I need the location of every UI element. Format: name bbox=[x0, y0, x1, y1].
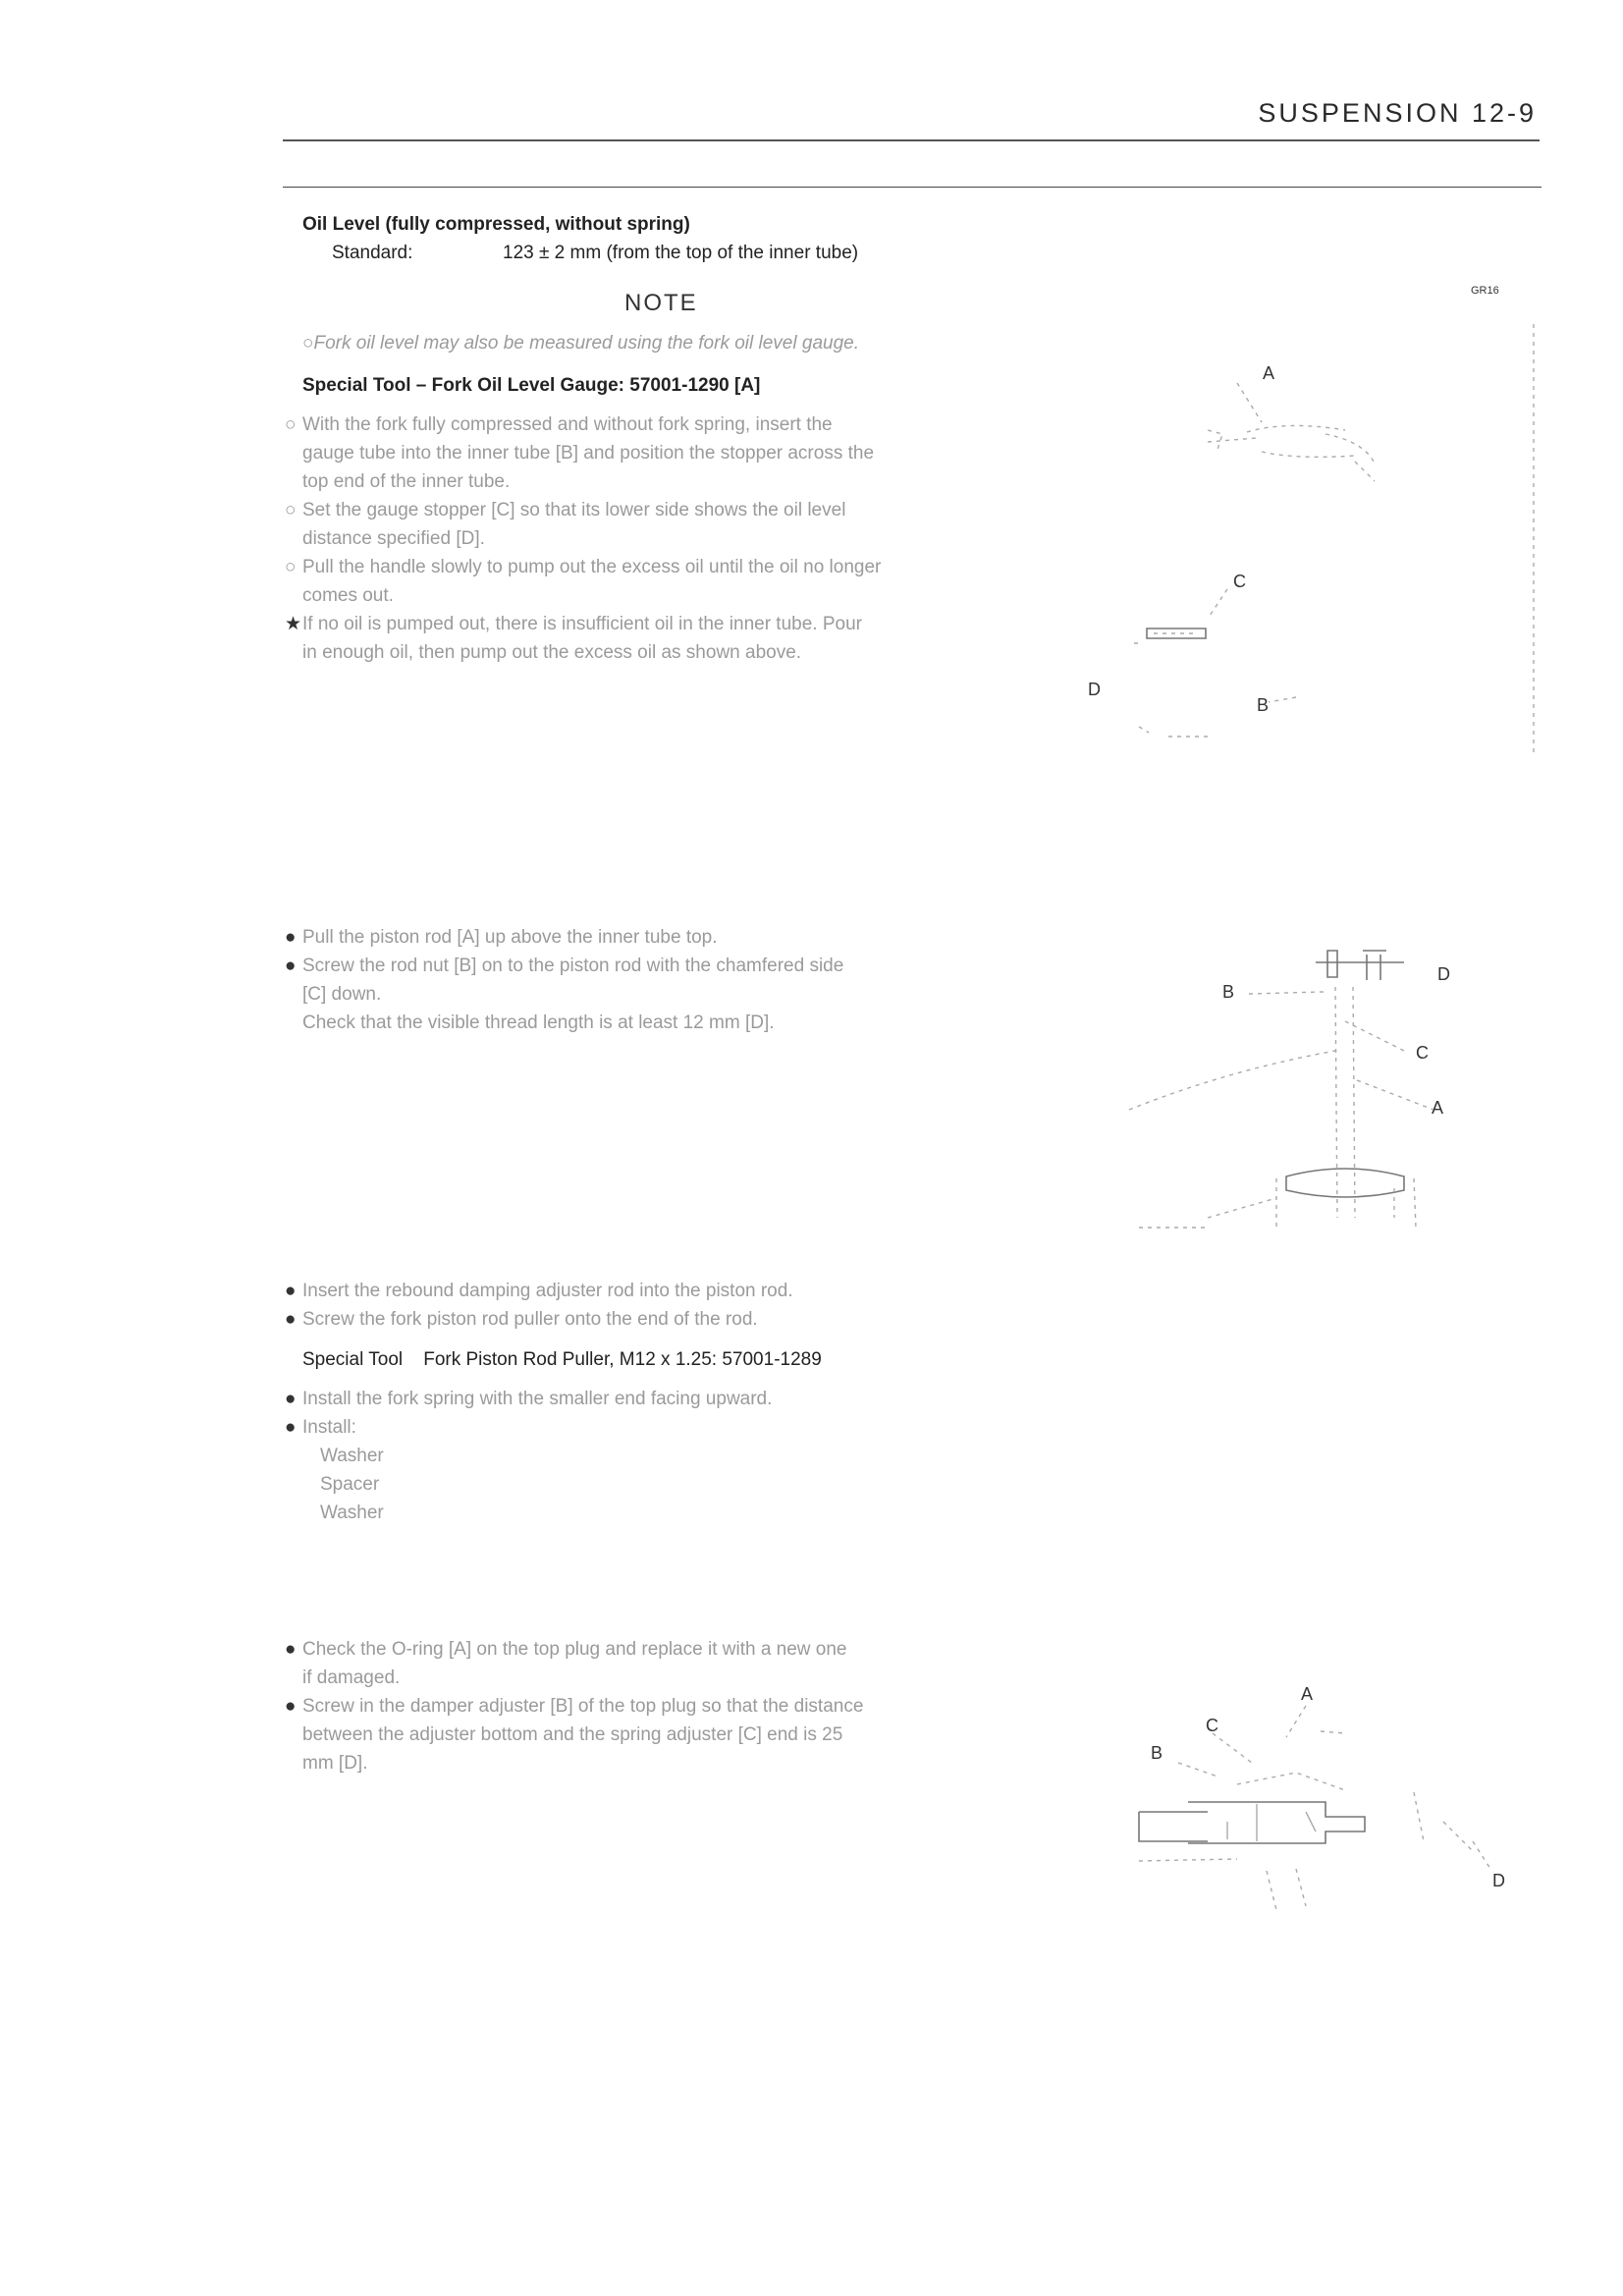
step-line: in enough oil, then pump out the excess oil as shown above. bbox=[302, 642, 802, 663]
step-check-thread bbox=[285, 1009, 1031, 1037]
header-rule bbox=[283, 139, 1540, 141]
section3-steps2 bbox=[285, 1385, 1031, 1527]
figure1-label-c: C bbox=[1233, 572, 1246, 591]
figure2-label-d: D bbox=[1437, 964, 1450, 984]
install-item-washer: Washer bbox=[320, 1446, 384, 1466]
section2-steps bbox=[285, 923, 1031, 1037]
figure4-label-c: C bbox=[1206, 1716, 1218, 1735]
step-check-o-ring bbox=[285, 1635, 1031, 1692]
step-line: distance specified [D]. bbox=[302, 528, 485, 549]
figure-code: GR16 bbox=[1471, 285, 1499, 297]
figure4-label-d: D bbox=[1492, 1871, 1505, 1890]
step-install-spring bbox=[285, 1385, 1031, 1413]
step-line: gauge tube into the inner tube [B] and position the stopper across the bbox=[302, 443, 875, 464]
step-line: Check the O-ring [A] on the top plug and replace it with a new one bbox=[302, 1639, 847, 1660]
step-line: Insert the rebound damping adjuster rod into the piston rod. bbox=[302, 1281, 793, 1301]
step-line: if damaged. bbox=[302, 1667, 401, 1688]
section4-steps bbox=[285, 1635, 1031, 1777]
step-bullet: ● bbox=[285, 1417, 297, 1438]
figure-piston-rod-nut bbox=[1109, 933, 1502, 1247]
step-screw-rod-nut bbox=[285, 952, 1031, 1009]
oil-level-label: Oil Level (fully compressed, without spring) bbox=[302, 214, 690, 235]
step-bullet: ○ bbox=[285, 500, 297, 520]
step-line: [C] down. bbox=[302, 984, 382, 1005]
figure2-label-c: C bbox=[1416, 1043, 1429, 1063]
figure-oil-level-gauge bbox=[1060, 206, 1571, 756]
standard-label: Standard: bbox=[332, 243, 413, 263]
step-line: Screw in the damper adjuster [B] of the top plug so that the distance bbox=[302, 1696, 864, 1717]
install-list bbox=[285, 1442, 1031, 1527]
section1-steps bbox=[285, 410, 1031, 667]
step-line: With the fork fully compressed and without fork spring, insert the bbox=[302, 414, 833, 435]
section3-steps bbox=[285, 1277, 1031, 1334]
figure2-label-a: A bbox=[1432, 1098, 1444, 1118]
star-bullet-icon: ★ bbox=[285, 614, 302, 634]
special-tool-puller: Special Tool Fork Piston Rod Puller, M12 x 1.25: 57001-1289 bbox=[302, 1349, 822, 1370]
step-bullet: ● bbox=[285, 1639, 297, 1660]
step-bullet: ○ bbox=[285, 557, 297, 577]
rod-nut-illustration bbox=[1109, 933, 1502, 1247]
step-line: Set the gauge stopper [C] so that its lower side shows the oil level bbox=[302, 500, 846, 520]
step-screw-damper-adjuster bbox=[285, 1692, 1031, 1777]
step-line: Screw the rod nut [B] on to the piston rod with the chamfered side bbox=[302, 956, 844, 976]
figure2-label-b: B bbox=[1222, 982, 1235, 1002]
gauge-illustration bbox=[1060, 206, 1571, 756]
step-line: If no oil is pumped out, there is insufficient oil in the inner tube. Pour bbox=[302, 614, 862, 634]
figure4-label-b: B bbox=[1151, 1743, 1163, 1763]
step-insert-adjuster-rod bbox=[285, 1277, 1031, 1305]
step-pull-piston-rod bbox=[285, 923, 1031, 952]
section-rule bbox=[283, 187, 1542, 188]
install-item-spacer: Spacer bbox=[320, 1474, 380, 1495]
step-screw-puller bbox=[285, 1305, 1031, 1334]
step-line: Install the fork spring with the smaller end facing upward. bbox=[302, 1389, 773, 1409]
note-title: NOTE bbox=[624, 290, 698, 316]
special-tool-gauge: Special Tool – Fork Oil Level Gauge: 57001-1290 [A] bbox=[302, 375, 761, 396]
step-bullet: ● bbox=[285, 956, 297, 976]
step-line: top end of the inner tube. bbox=[302, 471, 511, 492]
step-bullet: ● bbox=[285, 1696, 297, 1717]
step-insert-gauge bbox=[285, 410, 1031, 496]
standard-value: 123 ± 2 mm (from the top of the inner tube) bbox=[503, 243, 859, 263]
figure1-label-b: B bbox=[1257, 695, 1270, 715]
step-bullet: ● bbox=[285, 1389, 297, 1409]
step-line: comes out. bbox=[302, 585, 394, 606]
figure1-label-d: D bbox=[1088, 680, 1101, 699]
step-install bbox=[285, 1413, 1031, 1442]
step-bullet: ○ bbox=[285, 414, 297, 435]
figure4-label-a: A bbox=[1301, 1684, 1314, 1704]
step-bullet: ● bbox=[285, 1309, 297, 1330]
step-line: Pull the piston rod [A] up above the inner tube top. bbox=[302, 927, 718, 948]
step-pull-handle bbox=[285, 553, 1031, 610]
step-line: Check that the visible thread length is at least 12 mm [D]. bbox=[302, 1012, 775, 1033]
step-bullet: ● bbox=[285, 927, 297, 948]
note-text: ○Fork oil level may also be measured using the fork oil level gauge. bbox=[302, 333, 859, 354]
step-line: between the adjuster bottom and the spring adjuster [C] end is 25 bbox=[302, 1724, 843, 1745]
step-line: Install: bbox=[302, 1417, 356, 1438]
figure-top-plug-adjuster bbox=[1119, 1674, 1532, 1949]
step-line: Screw the fork piston rod puller onto the end of the rod. bbox=[302, 1309, 758, 1330]
step-bullet: ● bbox=[285, 1281, 297, 1301]
step-insufficient-oil bbox=[285, 610, 1031, 667]
step-line: mm [D]. bbox=[302, 1753, 368, 1774]
figure1-label-a: A bbox=[1263, 363, 1275, 383]
page-header-title: SUSPENSION 12-9 bbox=[1258, 98, 1537, 128]
top-plug-illustration bbox=[1119, 1674, 1532, 1949]
step-set-stopper bbox=[285, 496, 1031, 553]
install-item-washer-2: Washer bbox=[320, 1503, 384, 1523]
step-line: Pull the handle slowly to pump out the excess oil until the oil no longer bbox=[302, 557, 882, 577]
